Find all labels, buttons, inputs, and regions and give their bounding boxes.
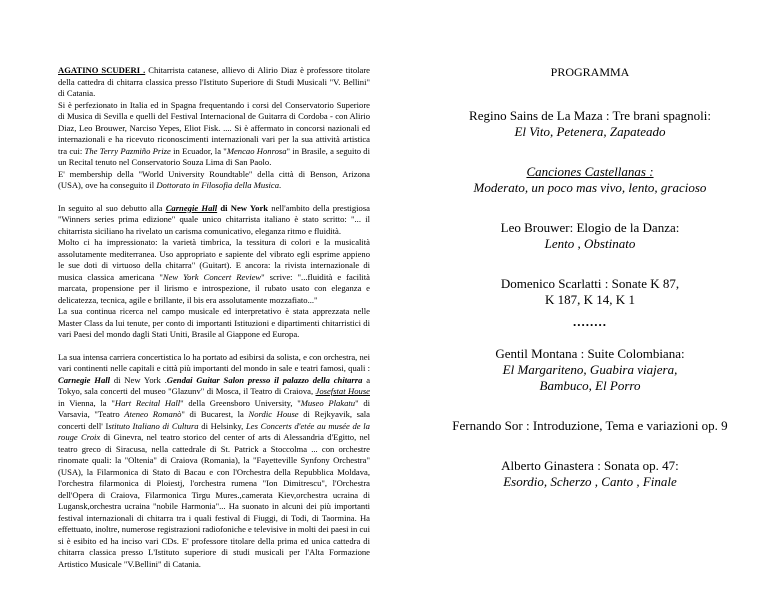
- carnegie-hall-text: Carnegie Hall: [165, 202, 218, 213]
- program-title: PROGRAMMA: [550, 65, 630, 79]
- program-item-sor: Fernando Sor : Introduzione, Tema e variazioni op. 9: [452, 418, 728, 433]
- program-item-sainz: Regino Sains de La Maza : Tre brani spagnoli: El Vito, Petenera, Zapateado: [469, 108, 711, 139]
- program-item-brouwer: Leo Brouwer: Elogio de la Danza: Lento , Obstinato: [500, 220, 680, 251]
- biography-column: [58, 65, 370, 581]
- mencao-name: Mencao Honrosa: [226, 145, 287, 156]
- program-item-canciones: Canciones Castellanas : Moderato, un poco mas vivo, lento, gracioso: [473, 164, 707, 195]
- artist-name: AGATINO SCUDERI .: [58, 65, 146, 75]
- program-item-scarlatti: Domenico Scarlatti : Sonate K 87, K 187, K 14, K 1: [500, 276, 680, 307]
- program-column: [420, 60, 760, 514]
- bio-paragraph-2: In seguito al suo debutto alla Carnegie Hall di New York nell'ambito della prestigiosa "Winners series prima edizione" quale unico chitarrista italiano è stato scritto: "... il chitarrista siciliano ha rivelato un carisma comunicativo, eleganza ritmo e fluidità. Molto ci ha impressionato: la varietà timbrica, la tessitura di colori e la musicalità assolutamente mediterranea. Uso appropriato e sapiente del vibrato egli esprime appieno le sue doti di virtuoso della chitarra" (Guitart). E ancora: la rivista internazionale di musica classica americana "New York Concert Review" scrive: "...fluidità e facilità marcata, propensione per il lirismo e introspezione, il rubato usato con eleganza e delicatezza, tecnica, agile e brillante, il bis era assolutamente mozzafiato..." La sua continua ricerca nel campo musicale ed interpretativo è stata apprezzata nelle Master Class da lui tenute, per conto di importanti Istituzioni e dipartimenti chitarristici di vari Paesi del mondo dagli Stati Uniti, Brasile al Giappone ed Europa.: [58, 202, 370, 339]
- doctorate: Dottorato in Filosofia della Musica: [156, 180, 280, 190]
- bio-paragraph-1: AGATINO SCUDERI . Chitarrista catanese, allievo di Alirio Diaz è professore titolare della cattedra di chitarra classica presso l'Istituto Superiore di Studi Musicali "V. Bellini" di Catania. Si è perfezionato in Italia ed in Spagna frequentando i corsi del Conservatorio Superiore di Musica di Sevilla e quelli del Festival Internacional de Guitarra di Cordoba - con Alirio Diaz, Leo Brouwer, Narciso Yepes, Eliot Fisk. .... Si è affermato in concorsi nazionali ed internazionali e ha ricevuto riconoscimenti internazionali vari per la sua attività artistica tra cui: The Terry Pazmiño Prize in Ecuador, la "Mencao Honrosa" in Brasile, a seguito di un Recital tenuto nel Conservatorio Souza Lima di San Paolo. E' membership della "World University Roundtable" della città di Benson, Arizona (USA), ove ha conseguito il Dottorato in Filosofia della Musica.: [58, 65, 370, 190]
- separator-dots: ........: [573, 314, 607, 329]
- bio-paragraph-3: La sua intensa carriera concertistica lo ha portato ad esibirsi da solista, e con orchestra, nei vari continenti nelle capitali e città più importanti del mondo in sale e teatri famosi, quali : Carnegie Hall di New York .Gendai Guitar Salon presso il palazzo della chitarra a Tokyo, sala concerti del museo "Glazunv" di Mosca, il Teatro di Craiova, Josefstat House in Vienna, la "Hart Recital Hall" della Greensboro University, "Museo Plakatu" di Varsavia, "Teatro Ateneo Romanò" di Bucarest, la Nordic House di Rejkyavik, sala concerti dell' Istituto Italiano di Cultura di Helsinky, Les Concerts d'etée au musée de la rouge Croix di Ginevra, nel teatro storico del center of arts di Alessandria d'Egitto, nel teatro greco di Siracusa, nella cattedrale di St. Patrick a Stoccolma ... con orchestre rinomate quali: la "Oltenia" di Craiova (Romania), la "Fayetteville Synfony Orchestra" (USA), la Filarmonica di Stato di Bacau e con l'Orchestra della Repubblica Moldava, l'orchestra filarmonica di Ploiestj, l'orchestra rumena "Ion Dimitrescu", l'Orchestra dell'Opera di Craiova, Filarmonica Tirgu Mures.,camerata Kiev,orchestra ucraina di Lugansk,orchestra ucraina "nobile Harmonia"... Ha suonato in alcuni dei più importanti festival internazionali di chitarra tra i quali festival di Fiuggi, di Todi, di Taormina. Ha effettuato, inoltre, numerose registrazioni radiofoniche e televisive in molti dei paesi in cui si è esibito ed ha inciso vari CDs. E' professore titolare della prima ed unica cattedra di chitarra classica presso L'Istituto superiore di studi musicali per l'Alta Formazione Artistico Musicale "V.Bellini" di Catania.: [58, 351, 371, 569]
- program-item-ginastera: Alberto Ginastera : Sonata op. 47: Esordio, Scherzo , Canto , Finale: [501, 458, 679, 489]
- review-name: New York Concert Review: [162, 271, 262, 282]
- prize-name: The Terry Pazmiño Prize: [84, 145, 171, 156]
- program-item-montana: Gentil Montana : Suite Colombiana: El Margariteno, Guabira viajera, Bambuco, El Porro: [495, 346, 685, 393]
